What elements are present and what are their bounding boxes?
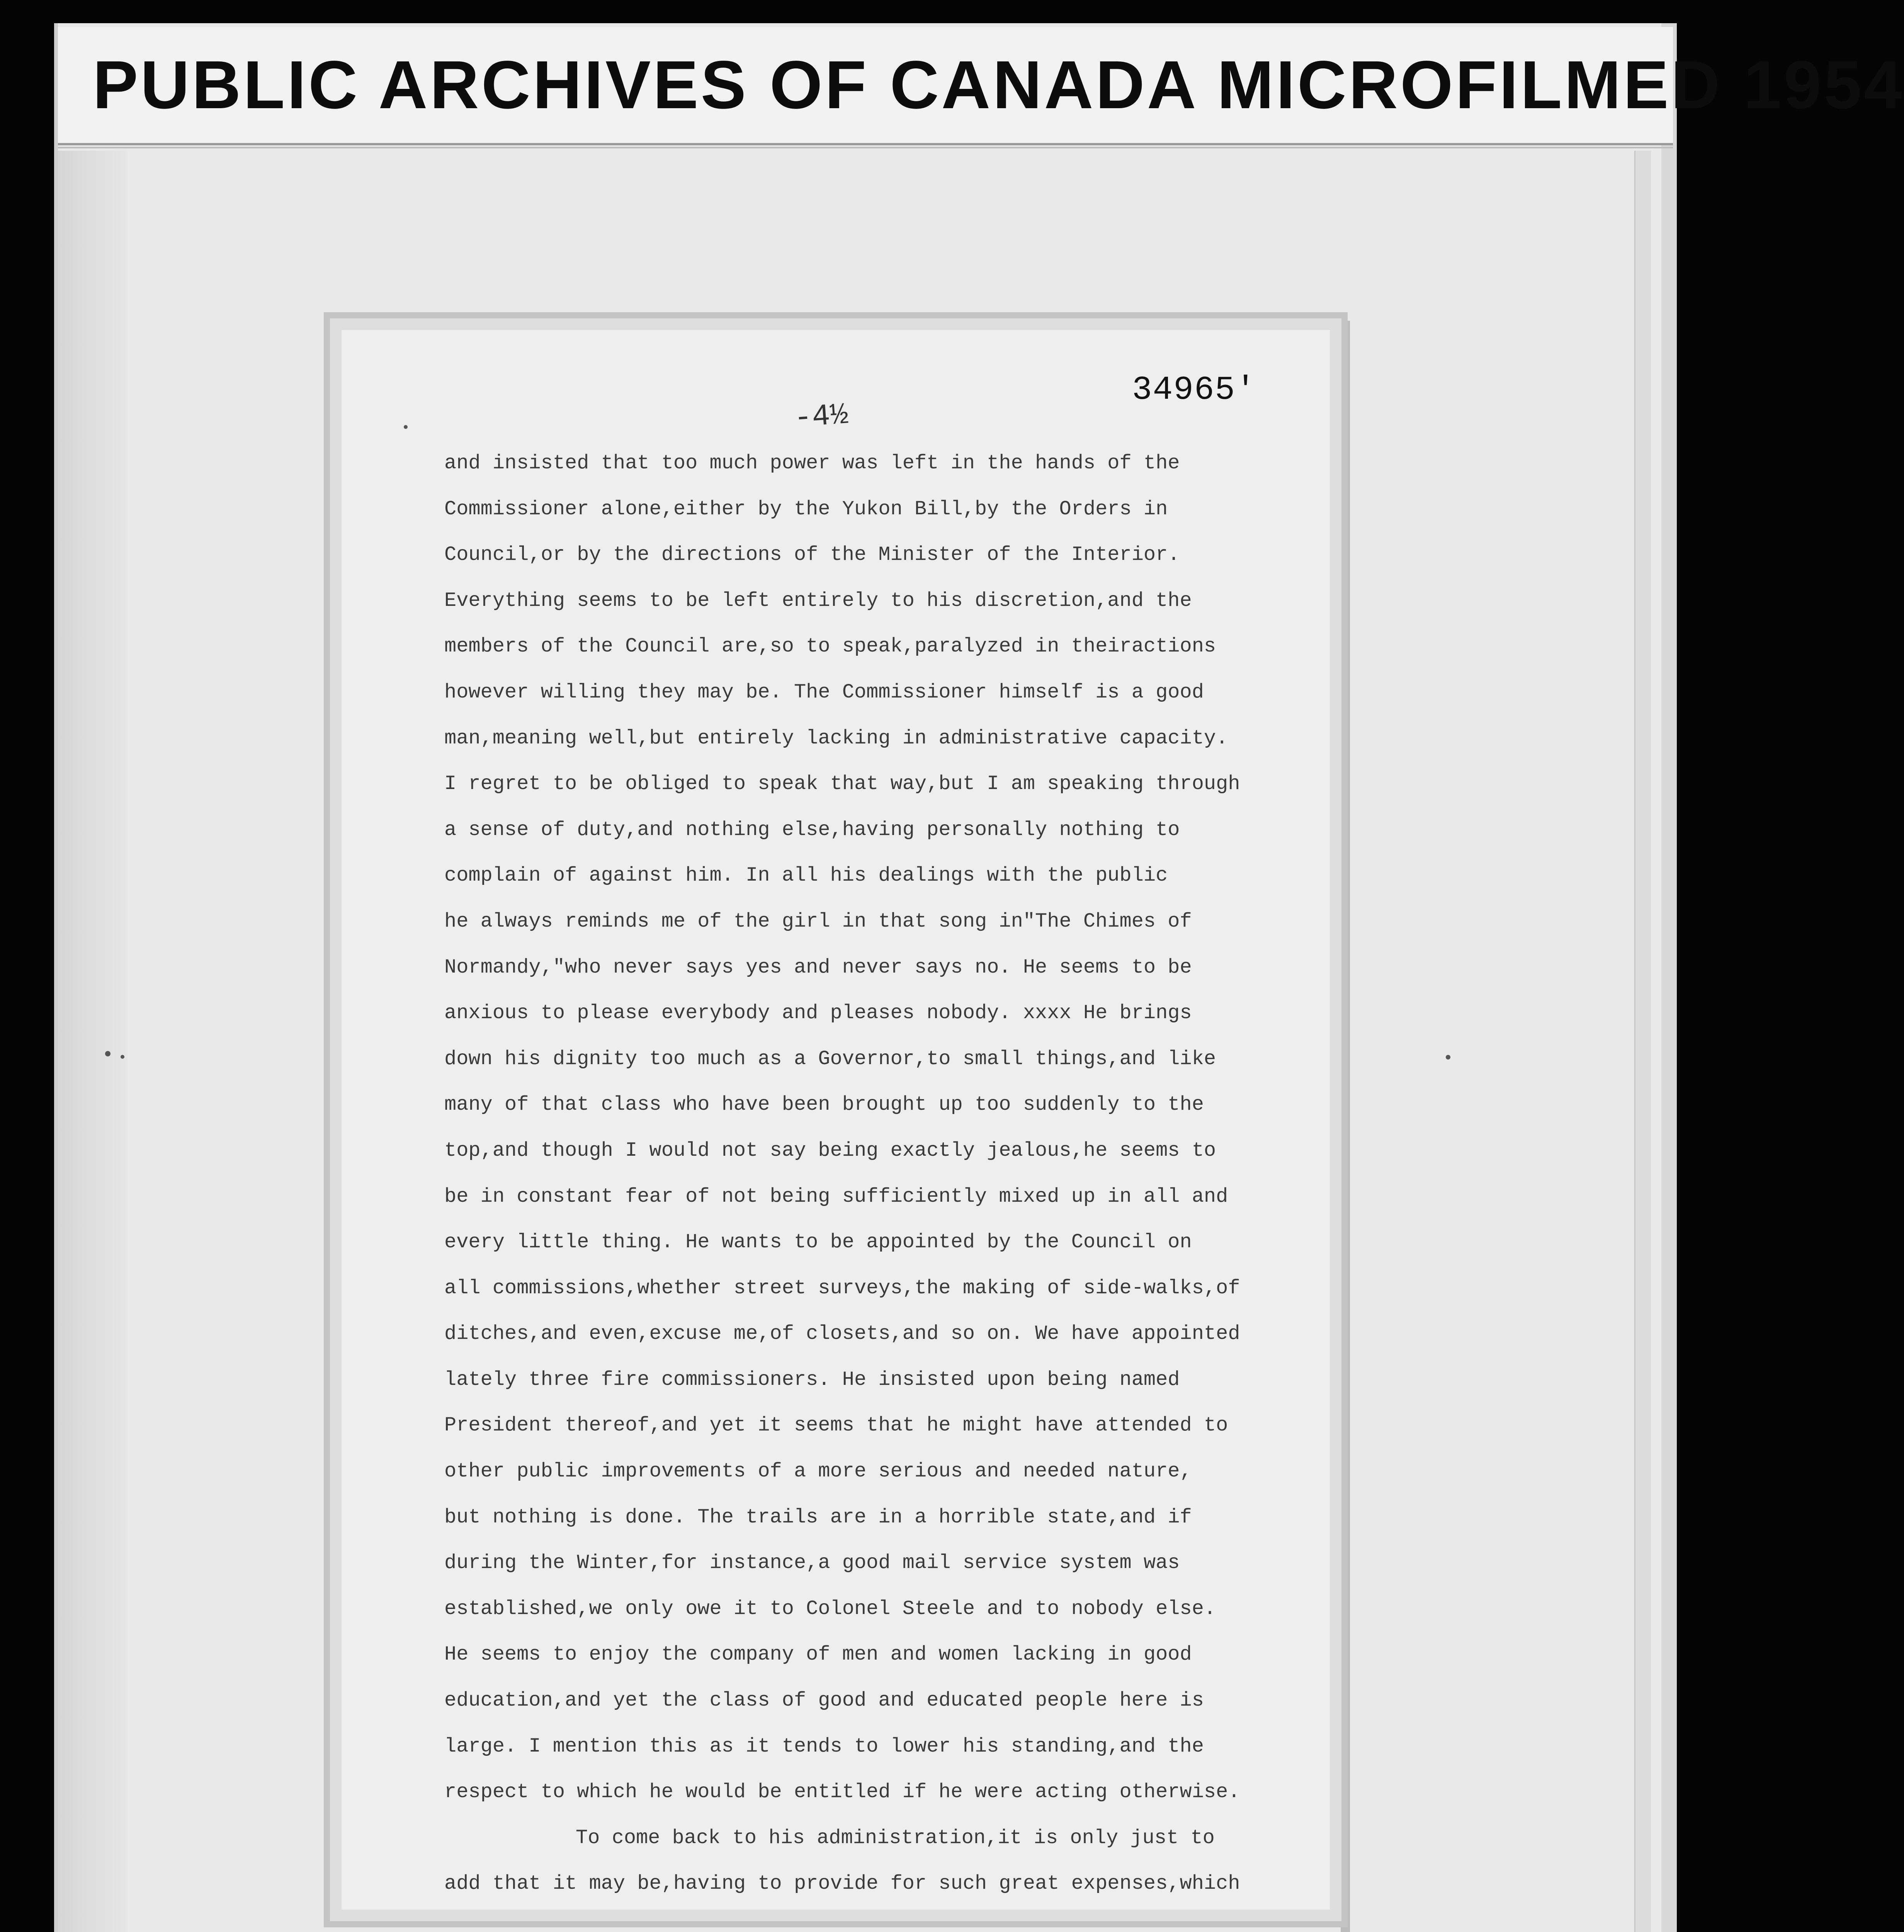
archive-header-title: PUBLIC ARCHIVES OF CANADA MICROFILMED 1954	[93, 47, 1904, 123]
letter-line: but nothing is done. The trails are in a horrible state,and if	[444, 1505, 1192, 1529]
letter-line: I regret to be obliged to speak that way,but I am speaking through	[444, 772, 1240, 796]
header-banner	[58, 27, 1904, 145]
letter-line: large. I mention this as it tends to lower his standing,and the	[444, 1735, 1204, 1758]
letter-line: be in constant fear of not being sufficiently mixed up in all and	[444, 1185, 1228, 1208]
letter-line: members of the Council are,so to speak,paralyzed in theiractions	[444, 635, 1216, 658]
letter-line: top,and though I would not say being exactly jealous,he seems to	[444, 1139, 1216, 1162]
letter-line: a sense of duty,and nothing else,having personally nothing to	[444, 818, 1180, 841]
letter-line: and insisted that too much power was left in the hands of the	[444, 452, 1180, 474]
letter-body	[444, 440, 1256, 1907]
film-speck	[121, 1055, 124, 1059]
letter-line: however willing they may be. The Commissioner himself is a good	[444, 680, 1204, 704]
letter-line: established,we only owe it to Colonel Steele and to nobody else.	[444, 1597, 1216, 1620]
letter-line: Normandy,"who never says yes and never says no. He seems to be	[444, 956, 1192, 979]
film-speck	[404, 425, 408, 429]
card-edge	[1661, 23, 1677, 1932]
letter-line: To come back to his administration,it is only just to	[576, 1826, 1215, 1849]
letter-line: Commissioner alone,either by the Yukon Bill,by the Orders in	[444, 497, 1168, 520]
header-divider	[58, 147, 1673, 148]
letter-line: add that it may be,having to provide for such great expenses,which	[444, 1872, 1240, 1895]
letter-line: other public improvements of a more serious and needed nature,	[444, 1460, 1192, 1483]
letter-line: every little thing. He wants to be appointed by the Council on	[444, 1231, 1192, 1254]
letter-line: President thereof,and yet it seems that he might have attended to	[444, 1414, 1228, 1437]
document-number: 34965'	[1132, 371, 1256, 409]
letter-line: all commissions,whether street surveys,the making of side-walks,of	[444, 1276, 1240, 1299]
letter-line: anxious to please everybody and pleases nobody. xxxx He brings	[444, 1002, 1192, 1025]
letter-line: lately three fire commissioners. He insisted upon being named	[444, 1368, 1180, 1391]
letter-line: Council,or by the directions of the Minister of the Interior.	[444, 543, 1180, 566]
film-speck	[1446, 1055, 1450, 1060]
letter-line: respect to which he would be entitled if he were acting otherwise.	[444, 1781, 1240, 1804]
letter-line: man,meaning well,but entirely lacking in administrative capacity.	[444, 726, 1228, 750]
letter-line: many of that class who have been brought up too suddenly to the	[444, 1093, 1204, 1116]
letter-line: He seems to enjoy the company of men and women lacking in good	[444, 1643, 1192, 1666]
letter-line: he always reminds me of the girl in that song in"The Chimes of	[444, 910, 1192, 933]
left-margin-shade	[58, 151, 128, 1932]
right-margin-stripe	[1634, 151, 1651, 1932]
letter-line: ditches,and even,excuse me,of closets,and so on. We have appointed	[444, 1322, 1240, 1345]
letter-line: education,and yet the class of good and educated people here is	[444, 1689, 1204, 1712]
film-speck	[105, 1051, 110, 1056]
page-reference: -4½	[793, 398, 850, 436]
letter-line: Everything seems to be left entirely to his discretion,and the	[444, 589, 1192, 612]
letter-line: complain of against him. In all his dealings with the public	[444, 864, 1168, 887]
letter-line: down his dignity too much as a Governor,to small things,and like	[444, 1047, 1216, 1070]
letter-line: during the Winter,for instance,a good mail service system was	[444, 1551, 1180, 1575]
